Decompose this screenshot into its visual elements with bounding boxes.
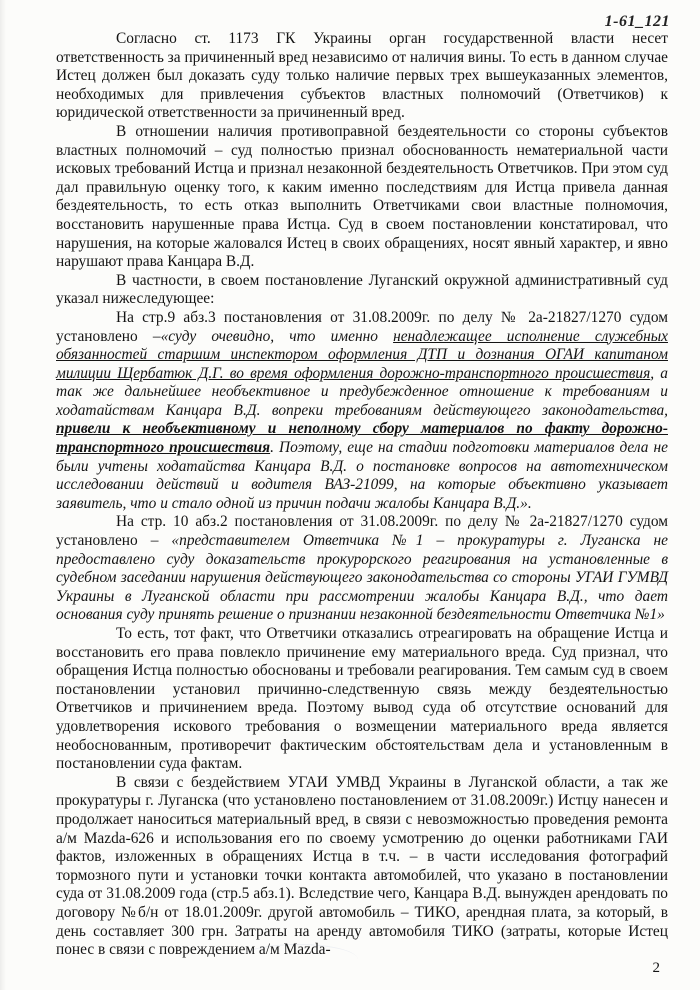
quote-page9-bold-underlined: привели к необъективному и неполному сбору материалов по факту дорожно-транспортного происшествия: [56, 420, 668, 457]
paragraph-causation: То есть, тот факт, что Ответчики отказались отреагировать на обращение Истца и восстановить его права повлекло причинение ему материального вреда. Суд признал, что обращения Истца полностью обоснованы и требовали реагирования. Тем самым суд в своем постановлении установил причинно-следственную связь между бездеятельностью Ответчиков и причинением вреда. Поэтому вывод суда об отсутствие оснований для удовлетворения искового требования о возмещении материального вреда является необоснованным, противоречит фактическим обстоятельствам дела и установленным в постановлении суда фактам.: [56, 625, 668, 773]
paragraph-material-damage: В связи с бездействием УГАИ УМВД Украины в Луганской области, а так же прокуратуры г. Луганска (что установлено постановлением от 31.08.2009г.) Истцу нанесен и продолжает наноситься материальный вред, в связи с невозможностью проведения ремонта а/м Mazda-626 и использования его по своему усмотрению до оценки работниками ГАИ фактов, изложенных в обращениях Истца в т.ч. – в части исследования фотографий тормозного пути и установки точки контакта автомобилей, что указано в постановлении суда от 31.08.2009 года (стр.5 абз.1). Вследствие чего, Канцара В.Д. вынужден арендовать по договору №б/н от 18.01.2009г. другой автомобиль – ТИКО, арендная плата, за который, в день составляет 300 грн. Затраты на аренду автомобиля ТИКО (затраты, которые Истец понес в связи с повреждением а/м Mazda-: [56, 773, 668, 959]
quote-page9-underlined: ненадлежащее исполнение служебных обязанностей старшим инспектором оформления ДТП и дознания ОГАИ капитаном милиции Щербатюк Д.Г. во время оформления дорожно-транспортного происшествия: [56, 327, 668, 382]
quote-page9-text-2: , а так же дальнейшее необъективное и предубежденное отношение к требованиям и ходатайствам Канцара В.Д. вопреки требованиям действующего законодательства,: [56, 364, 668, 419]
quote-page9-text-1: «суду очевидно, что именно: [160, 327, 394, 345]
quote-page10-intro: На стр. 10 абз.2 постановления от 31.08.2009г. по делу № 2а-21827/1270 судом установлено –: [56, 513, 668, 550]
quote-page10-text: «представителем Ответчика №1 – прокуратуры г. Луганска не предоставлено суду доказательств прокурорского реагирования на установленные в судебном заседании нарушения действующего законодательства со стороны УГАИ ГУМВД Украины в Луганской области при рассмотрении жалобы Канцара В.Д., что дает основания суду принять решение о признании незаконной бездеятельности Ответчика №1»: [56, 532, 668, 624]
page-number: 2: [652, 960, 660, 976]
paragraph-liability: Согласно ст. 1173 ГК Украины орган государственной власти несет ответственность за причиненный вред независимо от наличия вины. То есть в данном случае Истец должен был доказать суду только наличие первых трех вышеуказанных элементов, необходимых для привлечения субъектов властных полномочий (Ответчиков) к юридической ответственности за причиненный вред.: [56, 30, 668, 122]
scan-edge-shadow: [0, 0, 6, 990]
faint-stamp-mark: [238, 944, 358, 975]
paragraph-quote-page10: [56, 513, 668, 625]
paragraph-quote-page9: [56, 309, 668, 514]
quote-page9-text-3: . Поэтому, еще на стадии подготовки материалов дела не были учтены ходатайства Канцара В.Д. о постановке вопросов на автотехническом исследовании действий и водителя ВАЗ-21099, на которые объективно указывает заявитель, что и стало одной из причин подачи жалобы Канцара В.Д.».: [56, 439, 668, 512]
paragraph-court-findings-intro: В частности, в своем постановление Луганский окружной административный суд указал нижеследующее:: [56, 271, 668, 308]
paragraph-inaction: В отношении наличия противоправной бездеятельности со стороны субъектов властных полномочий – суд полностью признал обоснованность нематериальной части исковых требований Истца и признал незаконной бездеятельность Ответчиков. При этом суд дал правильную оценку того, к каким именно последствиям для Истца привела данная бездеятельность, то есть отказ выполнить Ответчиками свои властные полномочия, восстановить нарушенные права Истца. Суд в своем постановлении констатировал, что нарушения, на которые жаловался Истец в своих обращениях, носят явный характер, и явно нарушают права Канцара В.Д.: [56, 122, 668, 271]
case-number: 1-61_121: [604, 13, 670, 30]
document-body: [56, 30, 668, 960]
quote-page9-intro: На стр.9 абз.3 постановления от 31.08.2009г. по делу № 2а-21827/1270 судом установлено –: [56, 308, 668, 345]
